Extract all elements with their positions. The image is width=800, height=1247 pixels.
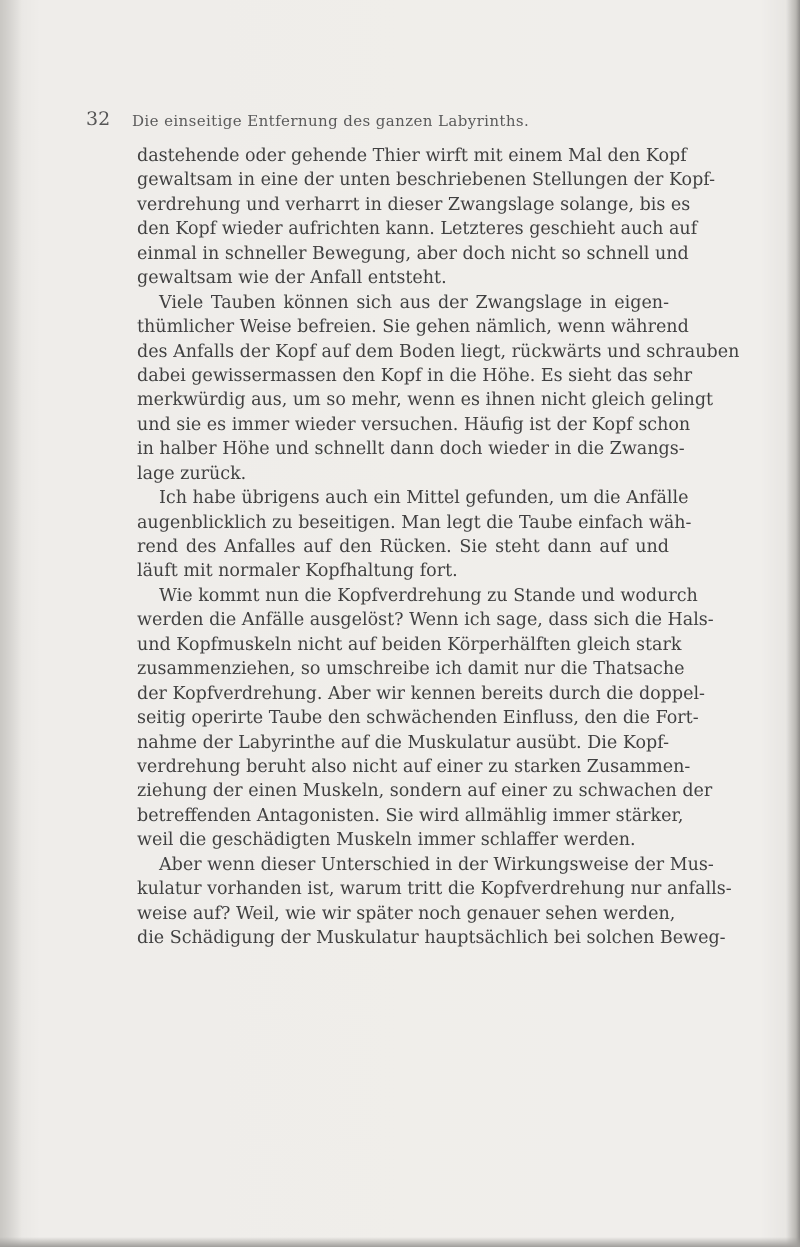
- text-line: thümlicher Weise befreien. Sie gehen nämlich, wenn während: [137, 317, 689, 338]
- text-line: lage zurück.: [137, 463, 247, 484]
- text-line: und Kopfmuskeln nicht auf beiden Körperhälften gleich stark: [137, 634, 682, 655]
- text-line: läuft mit normaler Kopfhaltung fort.: [137, 561, 458, 582]
- text-line: seitig operirte Taube den schwächenden Einfluss, den die Fort-: [137, 708, 699, 729]
- text-line: Aber wenn dieser Unterschied in der Wirkungsweise der Mus-: [159, 854, 714, 875]
- text-line: in halber Höhe und schnellt dann doch wieder in die Zwangs-: [137, 439, 685, 460]
- text-line: merkwürdig aus, um so mehr, wenn es ihnen nicht gleich gelingt: [137, 390, 714, 411]
- text-line: weise auf? Weil, wie wir später noch genauer sehen werden,: [137, 903, 676, 924]
- page-gutter-shadow: [0, 0, 22, 1247]
- text-line: ziehung der einen Muskeln, sondern auf einer zu schwachen der: [137, 781, 713, 802]
- text-line: zusammenziehen, so umschreibe ich damit nur die Thatsache: [137, 659, 685, 680]
- text-line: rend des Anfalles auf den Rücken. Sie steht dann auf und: [137, 537, 669, 557]
- text-line: betreffenden Antagonisten. Sie wird allmählig immer stärker,: [137, 805, 684, 826]
- text-line: den Kopf wieder aufrichten kann. Letzteres geschieht auch auf: [137, 219, 698, 240]
- text-line: Viele Tauben können sich aus der Zwangslage in eigen-: [159, 292, 669, 313]
- running-title: Die einseitige Entfernung des ganzen Labyrinths.: [132, 112, 530, 130]
- text-line: dabei gewissermassen den Kopf in die Höhe. Es sieht das sehr: [137, 365, 693, 386]
- text-line: verdrehung beruht also nicht auf einer zu starken Zusammen-: [137, 756, 691, 777]
- text-line: nahme der Labyrinthe auf die Muskulatur ausübt. Die Kopf-: [137, 732, 669, 753]
- text-line: Wie kommt nun die Kopfverdrehung zu Stande und wodurch: [159, 585, 698, 606]
- text-line: werden die Anfälle ausgelöst? Wenn ich sage, dass sich die Hals-: [137, 610, 714, 631]
- page-number: 32: [86, 108, 111, 130]
- text-line: die Schädigung der Muskulatur hauptsächlich bei solchen Beweg-: [137, 928, 726, 948]
- text-line: Ich habe übrigens auch ein Mittel gefunden, um die Anfälle: [159, 488, 689, 509]
- text-line: des Anfalls der Kopf auf dem Boden liegt, rückwärts und schrauben: [137, 341, 740, 362]
- page-right-edge: [786, 0, 800, 1247]
- body-text: [137, 144, 740, 950]
- text-line: gewaltsam in eine der unten beschriebenen Stellungen der Kopf-: [137, 170, 716, 191]
- text-line: gewaltsam wie der Anfall entsteht.: [137, 268, 447, 289]
- page-bottom-edge: [0, 1237, 800, 1247]
- text-line: der Kopfverdrehung. Aber wir kennen bereits durch die doppel-: [137, 683, 705, 704]
- text-line: einmal in schneller Bewegung, aber doch nicht so schnell und: [137, 243, 689, 264]
- text-line: kulatur vorhanden ist, warum tritt die Kopfverdrehung nur anfalls-: [137, 879, 732, 900]
- text-line: und sie es immer wieder versuchen. Häufig ist der Kopf schon: [137, 414, 691, 435]
- text-line: dastehende oder gehende Thier wirft mit einem Mal den Kopf: [137, 146, 687, 166]
- text-line: weil die geschädigten Muskeln immer schlaffer werden.: [137, 830, 636, 851]
- page-header: [86, 108, 686, 136]
- text-line: verdrehung und verharrt in dieser Zwangslage solange, bis es: [137, 194, 691, 215]
- text-line: augenblicklich zu beseitigen. Man legt die Taube einfach wäh-: [137, 512, 692, 533]
